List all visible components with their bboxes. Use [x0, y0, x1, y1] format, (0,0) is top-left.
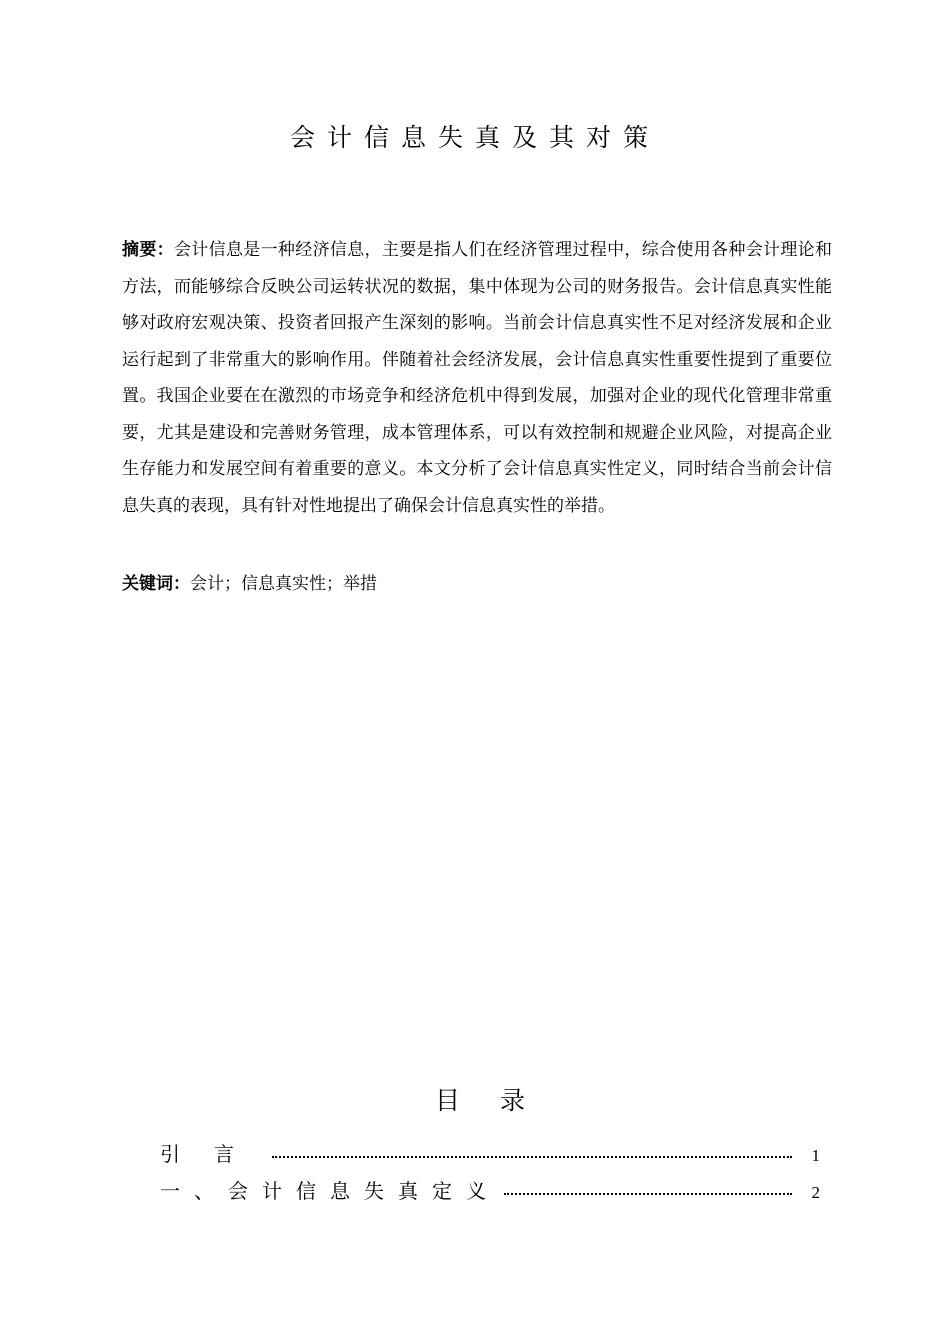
toc-page-number: 2	[811, 1183, 820, 1202]
toc-entry-section-1[interactable]	[160, 1175, 820, 1205]
page-title: 会计信息失真及其对策	[289, 123, 660, 152]
keywords-text: 会计；信息真实性；举措	[190, 574, 377, 594]
toc-dot-leader	[272, 1138, 792, 1158]
abstract-paragraph	[122, 232, 832, 524]
toc-entry-label: 引言	[160, 1142, 268, 1166]
toc-title: 目录	[434, 1086, 565, 1115]
toc-entry-introduction[interactable]	[160, 1138, 820, 1168]
keywords-label: 关键词：	[122, 574, 190, 594]
toc-page-number: 1	[811, 1146, 820, 1165]
abstract-label: 摘要：	[122, 240, 174, 260]
toc-dot-leader	[504, 1175, 792, 1195]
abstract-text: 会计信息是一种经济信息，主要是指人们在经济管理过程中，综合使用各种会计理论和方法，而能够综合反映公司运转状况的数据，集中体现为公司的财务报告。会计信息真实性能够对政府宏观决策、投资者回报产生深刻的影响。当前会计信息真实性不足对经济发展和企业运行起到了非常重大的影响作用。伴随着社会经济发展，会计信息真实性重要性提到了重要位置。我国企业要在在激烈的市场竞争和经济危机中得到发展，加强对企业的现代化管理非常重要，尤其是建设和完善财务管理，成本管理体系，可以有效控制和规避企业风险，对提高企业生存能力和发展空间有着重要的意义。本文分析了会计信息真实性定义，同时结合当前会计信息失真的表现，具有针对性地提出了确保会计信息真实性的举措。	[122, 240, 833, 516]
keywords-line	[122, 566, 832, 602]
toc-entry-label: 一、会计信息失真定义	[160, 1179, 500, 1203]
